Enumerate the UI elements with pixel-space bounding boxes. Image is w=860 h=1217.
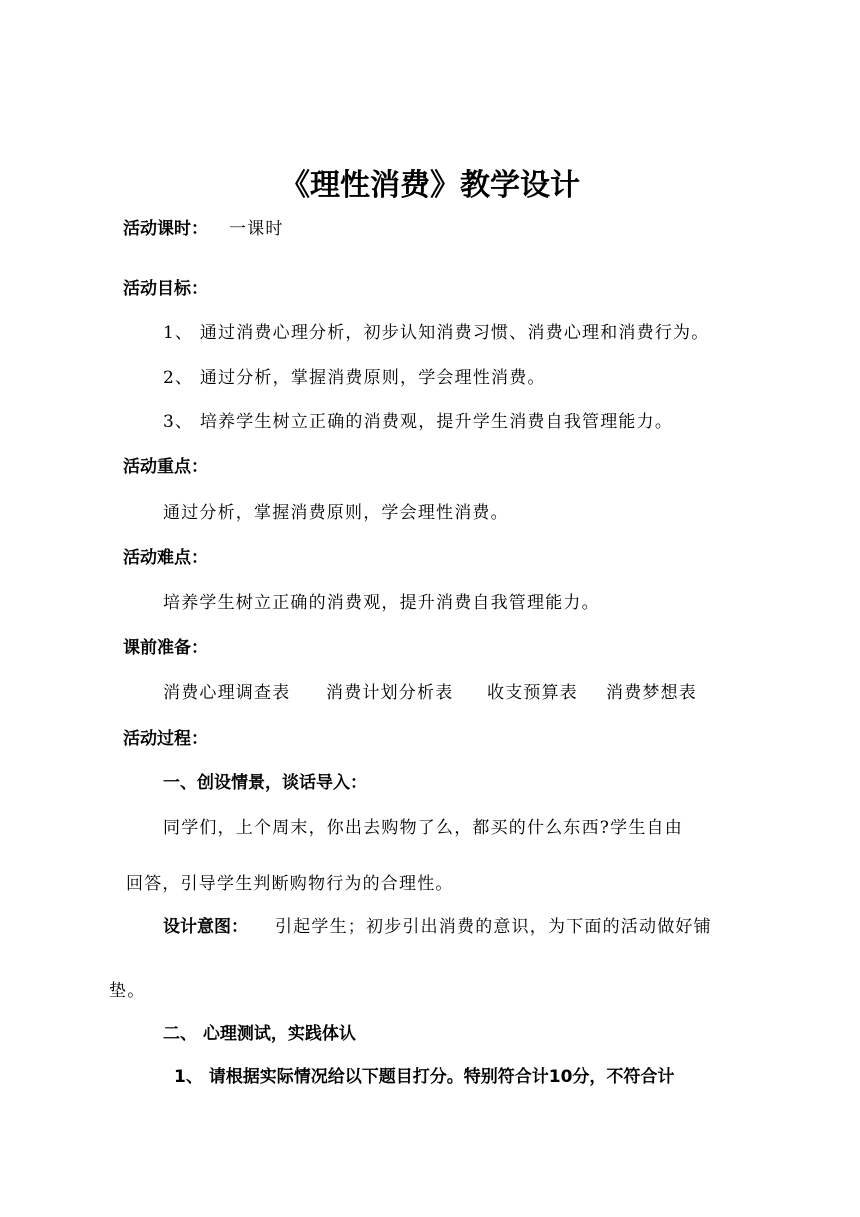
difficulty-text: 培养学生树立正确的消费观，提升消费自我管理能力。 xyxy=(163,593,600,613)
class-hours-value: 一课时 xyxy=(229,219,284,239)
design-intent-label: 设计意图： xyxy=(163,917,248,937)
process-label: 活动过程： xyxy=(123,729,208,749)
document-title: 《理性消费》教学设计 xyxy=(280,168,580,203)
objective-item: 2、 通过分析，掌握消费原则，学会理性消费。 xyxy=(163,368,546,388)
objectives-label: 活动目标： xyxy=(123,279,208,299)
section1-paragraph-line: 回答，引导学生判断购物行为的合理性。 xyxy=(126,874,454,894)
section1-heading: 一、创设情景，谈话导入： xyxy=(163,773,367,793)
prep-item: 收支预算表 xyxy=(487,683,578,703)
class-hours-label: 活动课时： xyxy=(123,219,208,239)
prep-label: 课前准备： xyxy=(123,638,208,658)
design-intent-text: 垫。 xyxy=(109,981,146,1001)
design-intent-text: 引起学生；初步引出消费的意识，为下面的活动做好铺 xyxy=(275,917,712,937)
prep-item: 消费心理调查表 xyxy=(163,683,291,703)
section1-paragraph-line: 同学们，上个周末，你出去购物了么，都买的什么东西?学生自由 xyxy=(163,818,683,838)
section2-item: 1、 请根据实际情况给以下题目打分。特别符合计10分，不符合计 xyxy=(174,1067,675,1087)
objective-item: 3、 培养学生树立正确的消费观，提升学生消费自我管理能力。 xyxy=(163,412,674,432)
focus-text: 通过分析，掌握消费原则，学会理性消费。 xyxy=(163,503,509,523)
prep-item: 消费梦想表 xyxy=(606,683,697,703)
difficulty-label: 活动难点： xyxy=(123,548,208,568)
focus-label: 活动重点： xyxy=(123,457,208,477)
section2-heading: 二、 心理测试，实践体认 xyxy=(163,1024,356,1044)
prep-item: 消费计划分析表 xyxy=(326,683,454,703)
objective-item: 1、 通过消费心理分析，初步认知消费习惯、消费心理和消费行为。 xyxy=(163,323,710,343)
